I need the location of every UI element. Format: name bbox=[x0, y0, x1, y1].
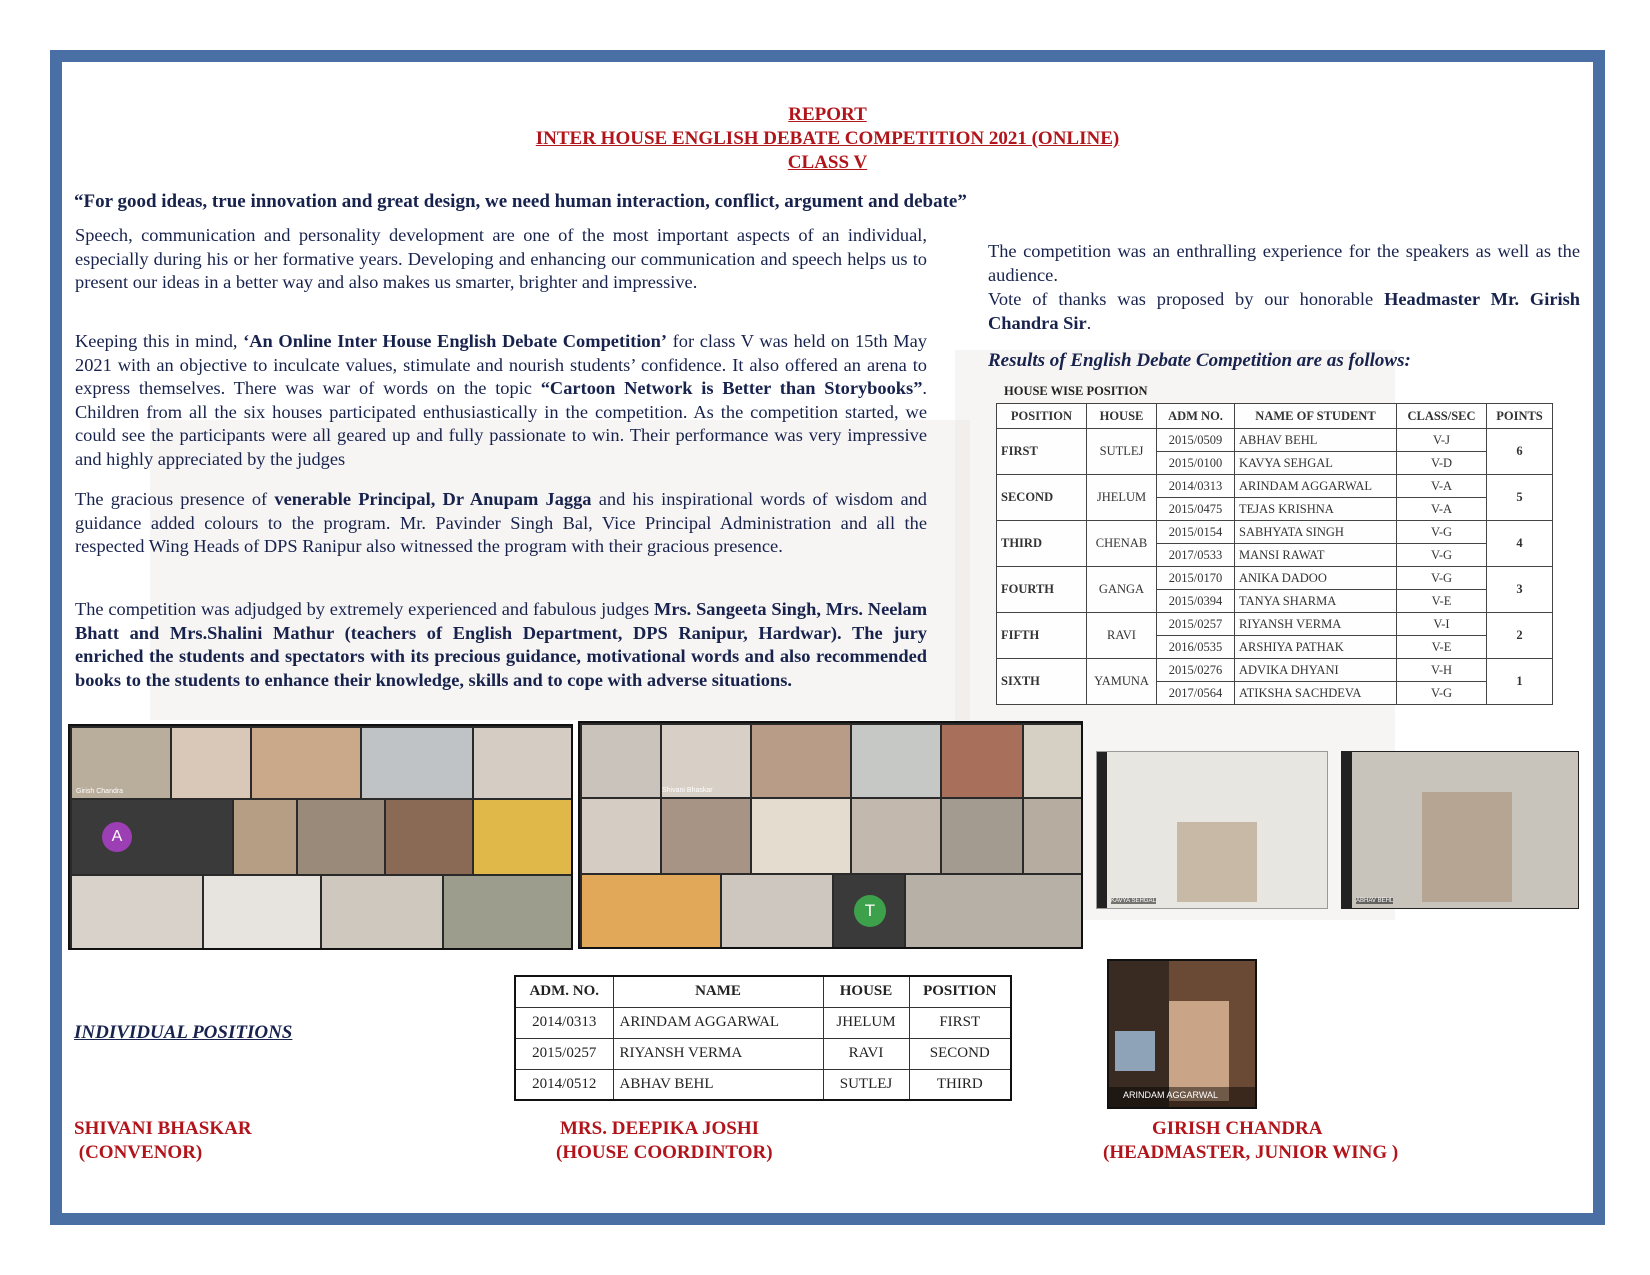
participant-tile bbox=[474, 728, 571, 798]
column-header: POINTS bbox=[1487, 404, 1553, 429]
headmaster-name: Headmaster Mr. Girish Chandra Sir bbox=[988, 289, 1580, 333]
adm-no-cell: 2015/0100 bbox=[1157, 452, 1235, 475]
adm-no-cell: 2015/0154 bbox=[1157, 521, 1235, 544]
participant-tile bbox=[582, 875, 720, 947]
adm-no-cell: 2015/0475 bbox=[1157, 498, 1235, 521]
adm-no-cell: 2017/0564 bbox=[1157, 682, 1235, 705]
points-cell: 5 bbox=[1487, 475, 1553, 521]
adm-no-cell: 2015/0257 bbox=[1157, 613, 1235, 636]
table-row bbox=[997, 429, 1553, 452]
table-row bbox=[997, 567, 1553, 590]
table-row bbox=[997, 613, 1553, 636]
position-cell: FIFTH bbox=[997, 613, 1087, 659]
adm-no-cell: 2017/0533 bbox=[1157, 544, 1235, 567]
column-header: POSITION bbox=[909, 976, 1011, 1007]
frame-edge bbox=[1097, 752, 1107, 909]
column-header: NAME bbox=[613, 976, 823, 1007]
class-sec-cell: V-J bbox=[1397, 429, 1487, 452]
individual-positions-title: INDIVIDUAL POSITIONS bbox=[74, 1022, 293, 1043]
adm-no-cell: 2014/0313 bbox=[515, 1007, 613, 1038]
points-cell: 4 bbox=[1487, 521, 1553, 567]
class-sec-cell: V-I bbox=[1397, 613, 1487, 636]
student-name-cell: MANSI RAWAT bbox=[1235, 544, 1397, 567]
class-sec-cell: V-A bbox=[1397, 475, 1487, 498]
participant-name: Shivani Bhaskar bbox=[662, 787, 713, 794]
house-cell: JHELUM bbox=[823, 1007, 909, 1038]
adm-no-cell: 2015/0394 bbox=[1157, 590, 1235, 613]
position-cell: SECOND bbox=[909, 1038, 1011, 1069]
participant-tile bbox=[234, 800, 296, 874]
participant-tile bbox=[252, 728, 360, 798]
paragraph-principal bbox=[75, 488, 927, 559]
paragraph-event bbox=[75, 330, 927, 471]
house-cell: RAVI bbox=[823, 1038, 909, 1069]
participant-tile bbox=[752, 799, 850, 873]
text: and his inspirational words of wisdom and guidance added colours to the program. Mr. Pavinder Singh Bal, Vice Principal Administration and all the respected Wing Heads of DPS Ranipur also witnessed the program with their gracious presence. bbox=[75, 489, 927, 556]
quote: “For good ideas, true innovation and great design, we need human interaction, conflict, argument and debate” bbox=[74, 191, 967, 212]
table-row bbox=[997, 659, 1553, 682]
house-coordinator-name: MRS. DEEPIKA JOSHI bbox=[560, 1118, 760, 1139]
name-cell: ARINDAM AGGARWAL bbox=[613, 1007, 823, 1038]
principal-name: venerable Principal, Dr Anupam Jagga bbox=[274, 489, 592, 509]
participant-name: ARINDAM AGGARWAL bbox=[1123, 1090, 1219, 1100]
house-cell: YAMUNA bbox=[1087, 659, 1157, 705]
participant-tile bbox=[1024, 725, 1081, 797]
participant-tile bbox=[942, 725, 1022, 797]
text: The competition was adjudged by extremely experienced and fabulous judges bbox=[75, 599, 654, 619]
student-name-cell: ARINDAM AGGARWAL bbox=[1235, 475, 1397, 498]
table-row bbox=[515, 1007, 1011, 1038]
participant-tile bbox=[172, 728, 250, 798]
participant-name: ABHAV BEHL bbox=[1356, 898, 1394, 904]
participant-tile bbox=[834, 875, 904, 947]
points-cell: 3 bbox=[1487, 567, 1553, 613]
points-cell: 1 bbox=[1487, 659, 1553, 705]
points-cell: 6 bbox=[1487, 429, 1553, 475]
house-cell: JHELUM bbox=[1087, 475, 1157, 521]
table-header-row bbox=[997, 404, 1553, 429]
student-speaking-photo-2 bbox=[1341, 751, 1579, 909]
student-name-cell: ATIKSHA SACHDEVA bbox=[1235, 682, 1397, 705]
participant-tile bbox=[582, 725, 660, 797]
participant-tile bbox=[852, 725, 940, 797]
student-figure bbox=[1169, 1001, 1229, 1101]
individual-positions-table bbox=[514, 975, 1012, 1101]
participant-tile bbox=[722, 875, 832, 947]
adm-no-cell: 2016/0535 bbox=[1157, 636, 1235, 659]
column-header: NAME OF STUDENT bbox=[1235, 404, 1397, 429]
text: Keeping this in mind, bbox=[75, 331, 244, 351]
convenor-role: (CONVENOR) bbox=[74, 1142, 203, 1163]
student-name-cell: KAVYA SEHGAL bbox=[1235, 452, 1397, 475]
participant-tile bbox=[852, 799, 940, 873]
class-sec-cell: V-G bbox=[1397, 521, 1487, 544]
table-row bbox=[515, 1069, 1011, 1100]
participant-tile bbox=[942, 799, 1022, 873]
participant-tile bbox=[444, 876, 571, 948]
points-cell: 2 bbox=[1487, 613, 1553, 659]
class-sec-cell: V-G bbox=[1397, 682, 1487, 705]
name-cell: RIYANSH VERMA bbox=[613, 1038, 823, 1069]
adm-no-cell: 2014/0512 bbox=[515, 1069, 613, 1100]
participant-tile bbox=[204, 876, 320, 948]
participant-tile bbox=[298, 800, 384, 874]
avatar: A bbox=[102, 822, 132, 852]
student-name-cell: ABHAV BEHL bbox=[1235, 429, 1397, 452]
participant-name: KAVYA SEHGAL bbox=[1111, 898, 1156, 904]
participant-tile bbox=[362, 728, 472, 798]
report-title: REPORT bbox=[788, 104, 867, 125]
position-cell: THIRD bbox=[997, 521, 1087, 567]
participant-tile bbox=[662, 799, 750, 873]
student-name-cell: RIYANSH VERMA bbox=[1235, 613, 1397, 636]
student-name-cell: ADVIKA DHYANI bbox=[1235, 659, 1397, 682]
house-cell: SUTLEJ bbox=[1087, 429, 1157, 475]
participant-tile bbox=[474, 800, 571, 874]
paragraph-judges bbox=[75, 598, 927, 692]
house-cell: GANGA bbox=[1087, 567, 1157, 613]
house-cell: CHENAB bbox=[1087, 521, 1157, 567]
table-header-row bbox=[515, 976, 1011, 1007]
house-coordinator-role: (HOUSE COORDINTOR) bbox=[556, 1142, 773, 1163]
class-sec-cell: V-E bbox=[1397, 590, 1487, 613]
student-figure bbox=[1177, 822, 1257, 902]
competition-title: INTER HOUSE ENGLISH DEBATE COMPETITION 2021 (ONLINE) bbox=[535, 128, 1120, 149]
judges-text: Mrs. Sangeeta Singh, Mrs. Neelam Bhatt and Mrs.Shalini Mathur (teachers of English Department, DPS Ranipur, Hardwar). The jury enriched the students and spectators with its precious guidance, motivational words and also recommended books to the students to enhance their knowledge, skills and to cope with adverse situations. bbox=[75, 599, 928, 690]
participant-tile bbox=[72, 876, 202, 948]
participant-tile bbox=[1024, 799, 1081, 873]
student-name-cell: TANYA SHARMA bbox=[1235, 590, 1397, 613]
position-cell: FIRST bbox=[997, 429, 1087, 475]
column-header: ADM. NO. bbox=[515, 976, 613, 1007]
video-call-collage-2 bbox=[578, 721, 1083, 949]
class-sec-cell: V-D bbox=[1397, 452, 1487, 475]
class-title: CLASS V bbox=[787, 152, 868, 173]
table-row bbox=[997, 475, 1553, 498]
position-cell: THIRD bbox=[909, 1069, 1011, 1100]
class-sec-cell: V-A bbox=[1397, 498, 1487, 521]
adm-no-cell: 2015/0509 bbox=[1157, 429, 1235, 452]
class-sec-cell: V-E bbox=[1397, 636, 1487, 659]
participant-tile bbox=[906, 875, 1081, 947]
column-header: CLASS/SEC bbox=[1397, 404, 1487, 429]
position-cell: FOURTH bbox=[997, 567, 1087, 613]
student-name-cell: ARSHIYA PATHAK bbox=[1235, 636, 1397, 659]
student-name-cell: ANIKA DADOO bbox=[1235, 567, 1397, 590]
headmaster-role: (HEADMASTER, JUNIOR WING ) bbox=[1103, 1142, 1399, 1163]
avatar: T bbox=[854, 895, 886, 927]
participant-tile bbox=[322, 876, 442, 948]
video-call-collage-1 bbox=[68, 724, 573, 950]
paragraph-intro: Speech, communication and personality development are one of the most important aspects of an individual, especially during his or her formative years. Developing and enhancing our communication and speech helps us to present our ideas in a better way and also makes us smarter, brighter and impressive. bbox=[75, 225, 927, 292]
text: The gracious presence of bbox=[75, 489, 275, 509]
house-cell: SUTLEJ bbox=[823, 1069, 909, 1100]
text: . Children from all the six houses participated enthusiastically in the competition. As the competition started, we could see the participants were all geared up and fully passionate to win. Their performance was very impressive and highly appreciated by the judges bbox=[75, 378, 927, 469]
text: . bbox=[1086, 312, 1092, 333]
class-sec-cell: V-G bbox=[1397, 544, 1487, 567]
student-name-cell: TEJAS KRISHNA bbox=[1235, 498, 1397, 521]
class-sec-cell: V-G bbox=[1397, 567, 1487, 590]
event-name: ‘An Online Inter House English Debate Competition’ bbox=[243, 331, 667, 351]
class-sec-cell: V-H bbox=[1397, 659, 1487, 682]
house-position-table bbox=[996, 403, 1553, 705]
headmaster-name: GIRISH CHANDRA bbox=[1152, 1118, 1323, 1139]
adm-no-cell: 2015/0276 bbox=[1157, 659, 1235, 682]
table-row bbox=[515, 1038, 1011, 1069]
paragraph-vote-of-thanks bbox=[988, 288, 1580, 335]
participant-name: Girish Chandra bbox=[76, 788, 124, 795]
adm-no-cell: 2015/0170 bbox=[1157, 567, 1235, 590]
column-header: HOUSE bbox=[1087, 404, 1157, 429]
table-row bbox=[997, 521, 1553, 544]
participant-tile bbox=[582, 799, 660, 873]
student-figure bbox=[1422, 792, 1512, 902]
name-cell: ABHAV BEHL bbox=[613, 1069, 823, 1100]
frame-edge bbox=[1342, 752, 1352, 909]
text: for class V was held on 15th May 2021 with an objective to inculcate values, stimulate and nourish students’ confidence. It also offered an arena to express themselves. There was war of words on the topic bbox=[75, 331, 927, 398]
column-header: HOUSE bbox=[823, 976, 909, 1007]
student-speaking-photo-1 bbox=[1096, 751, 1328, 909]
student-name-cell: SABHYATA SINGH bbox=[1235, 521, 1397, 544]
house-cell: RAVI bbox=[1087, 613, 1157, 659]
monitor bbox=[1115, 1031, 1155, 1071]
position-cell: FIRST bbox=[909, 1007, 1011, 1038]
participant-tile bbox=[752, 725, 850, 797]
house-table-caption: HOUSE WISE POSITION bbox=[1004, 384, 1148, 398]
adm-no-cell: 2014/0313 bbox=[1157, 475, 1235, 498]
debate-topic: “Cartoon Network is Better than Storybooks” bbox=[540, 378, 923, 398]
participant-tile bbox=[72, 800, 232, 874]
results-title: Results of English Debate Competition are as follows: bbox=[988, 350, 1411, 371]
column-header: ADM NO. bbox=[1157, 404, 1235, 429]
winner-photo bbox=[1107, 959, 1257, 1109]
position-cell: SIXTH bbox=[997, 659, 1087, 705]
column-header: POSITION bbox=[997, 404, 1087, 429]
paragraph-experience: The competition was an enthralling experience for the speakers as well as the audience. bbox=[988, 241, 1580, 285]
position-cell: SECOND bbox=[997, 475, 1087, 521]
text: Vote of thanks was proposed by our honorable bbox=[988, 289, 1385, 309]
adm-no-cell: 2015/0257 bbox=[515, 1038, 613, 1069]
convenor-name: SHIVANI BHASKAR bbox=[74, 1118, 252, 1139]
participant-tile bbox=[386, 800, 472, 874]
